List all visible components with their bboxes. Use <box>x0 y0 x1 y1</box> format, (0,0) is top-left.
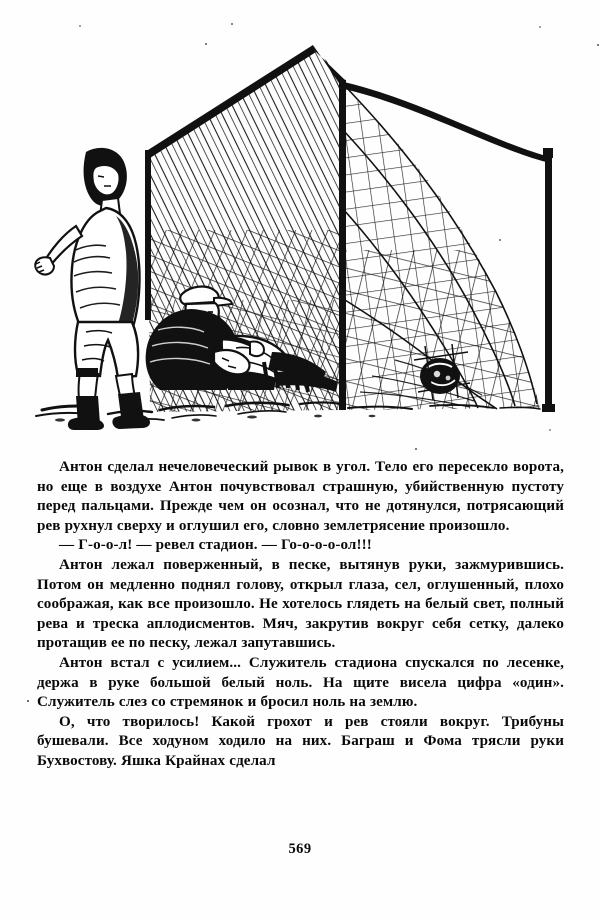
scan-speck <box>597 44 599 46</box>
paragraph-5: О, что творилось! Какой грохот и рев стояли вокруг. Трибуны бушевали. Все ходуном ходило на них. Баграш и Фома трясли руки Бухвостову. Яшка Крайнах сделал <box>37 713 564 769</box>
goal-left-post <box>145 150 151 320</box>
chapter-illustration <box>0 0 600 450</box>
paragraph-2: — Г-о-о-л! — ревел стадион. — Го-о-о-о-ол!!! <box>59 537 372 554</box>
paragraph-1: Антон сделал нечеловеческий рывок в угол. Тело его пересекло ворота, но еще в воздухе Антон почувствовал страшную, убийственную пустоту перед пальцами. Прежде чем он осознал, что не дотянулся, потрясающий рев рухнул сверху и оглушил его, словно землетрясение произошло. <box>37 459 564 534</box>
page-number: 569 <box>288 841 312 857</box>
standing-player <box>35 148 150 430</box>
goal-middle-post <box>339 78 346 410</box>
goal-right-post <box>542 148 555 412</box>
paragraph-3: Антон лежал поверженный, в песке, вытянув руки, зажмурившись. Потом он медленно поднял голову, открыл глаза, сел, оглушенный, плохо соображая, как все произошло. Не хотелось глядеть на белый свет, полный рева и треска аплодисментов. Мяч, закрутив вокруг себя сетку, далеко протащив ее по песку, лежал запутавшись. <box>37 556 564 652</box>
scan-speck <box>415 448 417 450</box>
page-text <box>37 458 564 772</box>
paragraph-4: Антон встал с усилием... Служитель стадиона спускался по лесенке, держа в руке большой белый ноль. На щите висела цифра «один». Служитель слез со стремянок и бросил ноль на землю. <box>37 654 564 711</box>
ground-line <box>36 403 540 423</box>
scan-speck <box>205 43 207 45</box>
scan-speck <box>27 700 29 702</box>
